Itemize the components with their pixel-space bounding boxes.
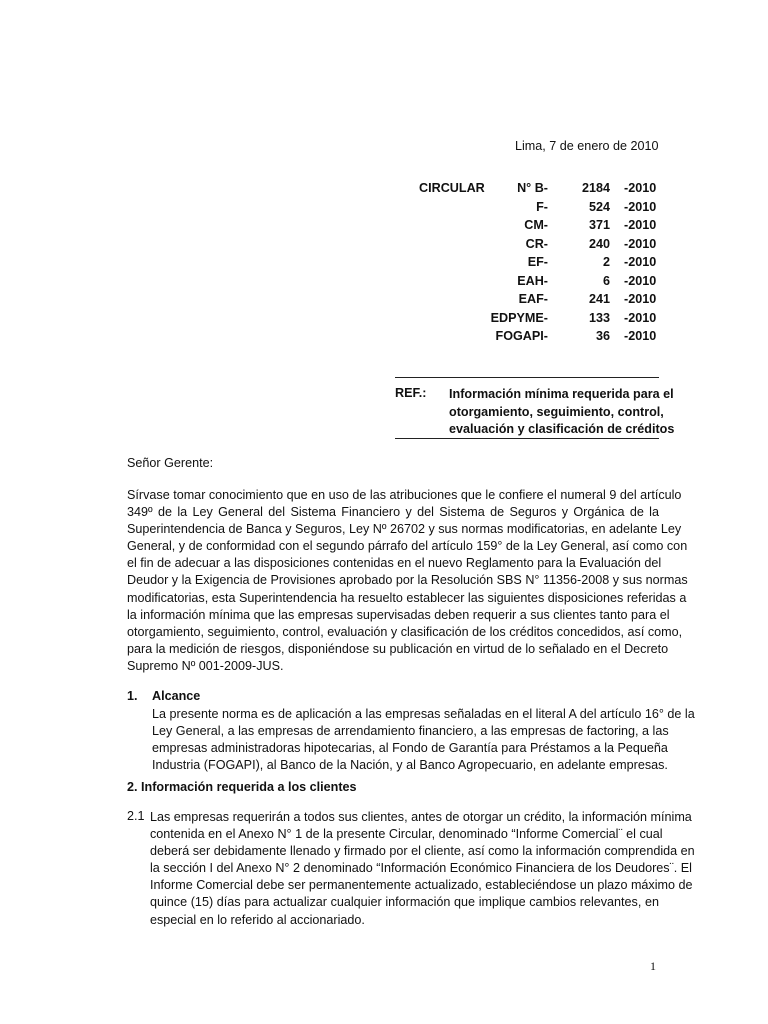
circular-row xyxy=(470,218,660,236)
paragraph-line: Deudor y la Exigencia de Provisiones aprobado por la Resolución SBS N° 11356-2008 y sus normas xyxy=(127,573,688,588)
circular-year: -2010 xyxy=(624,255,657,269)
paragraph-line: 349º de la Ley General del Sistema Financiero y del Sistema de Seguros y Orgánica de la xyxy=(127,505,659,520)
circular-code: F- xyxy=(536,199,548,214)
ref-text xyxy=(449,386,675,439)
circular-year: -2010 xyxy=(624,273,657,288)
section1-title: Alcance xyxy=(152,689,201,703)
paragraph-line: contenida en el Anexo N° 1 de la presente Circular, denominado “Informe Comercial¨ el cual xyxy=(150,827,663,842)
circular-row xyxy=(470,274,660,292)
circular-code: EDPYME- xyxy=(490,310,548,325)
circular-code: CM- xyxy=(524,218,548,232)
circular-row xyxy=(470,200,660,218)
circular-number: 2 xyxy=(602,255,610,269)
circular-code: N° B- xyxy=(517,181,548,195)
ref-line: otorgamiento, seguimiento, control, xyxy=(449,404,664,419)
section2-heading: 2. Información requerida a los clientes xyxy=(127,780,357,794)
circular-code: EAF- xyxy=(518,292,548,306)
greeting: Señor Gerente: xyxy=(127,456,214,470)
paragraph-line: deberá ser debidamente llenado y firmado por el cliente, así como la información comprendida en xyxy=(150,844,695,859)
circular-code: CR- xyxy=(525,236,548,251)
paragraph-line: empresas administradoras hipotecarias, al Fondo de Garantía para Préstamos a la Pequeña xyxy=(152,741,668,756)
section1-number: 1. xyxy=(127,689,138,703)
paragraph-line: la información mínima que las empresas supervisadas deben requerir a sus clientes tanto para el xyxy=(127,607,670,622)
ref-line: Información mínima requerida para el xyxy=(449,387,674,401)
paragraph-line: Las empresas requerirán a todos sus clientes, antes de otorgar un crédito, la información mínima xyxy=(150,810,692,824)
circular-code: EAH- xyxy=(517,273,548,288)
circular-row xyxy=(470,329,660,347)
date-line: Lima, 7 de enero de 2010 xyxy=(515,139,659,153)
subsection-number: 2.1 xyxy=(127,809,145,823)
circular-number: 371 xyxy=(588,218,610,232)
ref-top-rule xyxy=(395,377,659,378)
circular-code: EF- xyxy=(527,255,548,269)
circular-year: -2010 xyxy=(624,199,657,214)
circular-number: 133 xyxy=(588,310,610,325)
paragraph-line: La presente norma es de aplicación a las empresas señaladas en el literal A del artículo 16° de la xyxy=(152,707,695,721)
circular-year: -2010 xyxy=(624,236,657,251)
paragraph-line: Ley General, a las empresas de arrendamiento financiero, a las empresas de factoring, a las xyxy=(152,724,669,739)
circular-year: -2010 xyxy=(624,292,657,306)
circular-number: 36 xyxy=(595,329,610,343)
paragraph-line: Sírvase tomar conocimiento que en uso de las atribuciones que le confiere el numeral 9 del artículo xyxy=(127,488,682,502)
page-number: 1 xyxy=(650,959,656,973)
paragraph-line: General, y de conformidad con el segundo párrafo del artículo 159° de la Ley General, así como con xyxy=(127,539,688,554)
paragraph-line: la sección I del Anexo N° 2 denominado “Información Económico Financiera de los Deudores¨. El xyxy=(150,861,692,876)
circular-year: -2010 xyxy=(624,218,657,232)
paragraph-line: especial en lo referido al accionariado. xyxy=(150,912,365,927)
circular-code: FOGAPI- xyxy=(495,329,548,343)
circular-row xyxy=(470,292,660,310)
circular-label: CIRCULAR xyxy=(419,181,485,195)
section1-paragraph xyxy=(152,706,695,774)
ref-line: evaluación y clasificación de créditos xyxy=(449,422,675,436)
paragraph-line: Supremo Nº 001-2009-JUS. xyxy=(127,658,284,673)
paragraph-line: para la medición de riesgos, disponiéndose su publicación en virtud de lo señalado en el Decreto xyxy=(127,641,669,656)
paragraph-line: Informe Comercial debe ser permanentemente actualizado, estableciéndose un plazo máximo de xyxy=(150,878,693,893)
circular-row xyxy=(470,237,660,255)
circular-number: 524 xyxy=(588,199,610,214)
paragraph-line: Industria (FOGAPI), al Banco de la Nación, y al Banco Agropecuario, en adelante empresas. xyxy=(152,758,668,773)
circular-row xyxy=(470,311,660,329)
circular-year: -2010 xyxy=(624,181,657,195)
paragraph-line: el fin de adecuar a las disposiciones contenidas en el nuevo Reglamento para la Evaluación del xyxy=(127,556,662,571)
circular-number: 241 xyxy=(588,292,610,306)
paragraph-line: modificatorias, esta Superintendencia ha resuelto establecer las siguientes disposiciones referidas a xyxy=(127,590,687,605)
paragraph-line: otorgamiento, seguimiento, control, evaluación y clasificación de los créditos concedidos, así como, xyxy=(127,624,683,639)
circular-number: 240 xyxy=(588,236,610,251)
section2-paragraph xyxy=(150,809,695,929)
ref-bottom-rule xyxy=(395,438,659,439)
circular-number: 2184 xyxy=(581,181,610,195)
circular-row xyxy=(470,181,660,199)
circular-number: 6 xyxy=(602,273,610,288)
circular-row xyxy=(470,255,660,273)
paragraph-line: quince (15) días para actualizar cualquier información que implique cambios relevantes, en xyxy=(150,895,659,910)
paragraph-line: Superintendencia de Banca y Seguros, Ley Nº 26702 y sus normas modificatorias, en adelante Ley xyxy=(127,522,682,537)
intro-paragraph xyxy=(127,487,688,675)
circular-year: -2010 xyxy=(624,310,657,325)
ref-label: REF.: xyxy=(395,386,427,400)
circular-year: -2010 xyxy=(624,329,657,343)
